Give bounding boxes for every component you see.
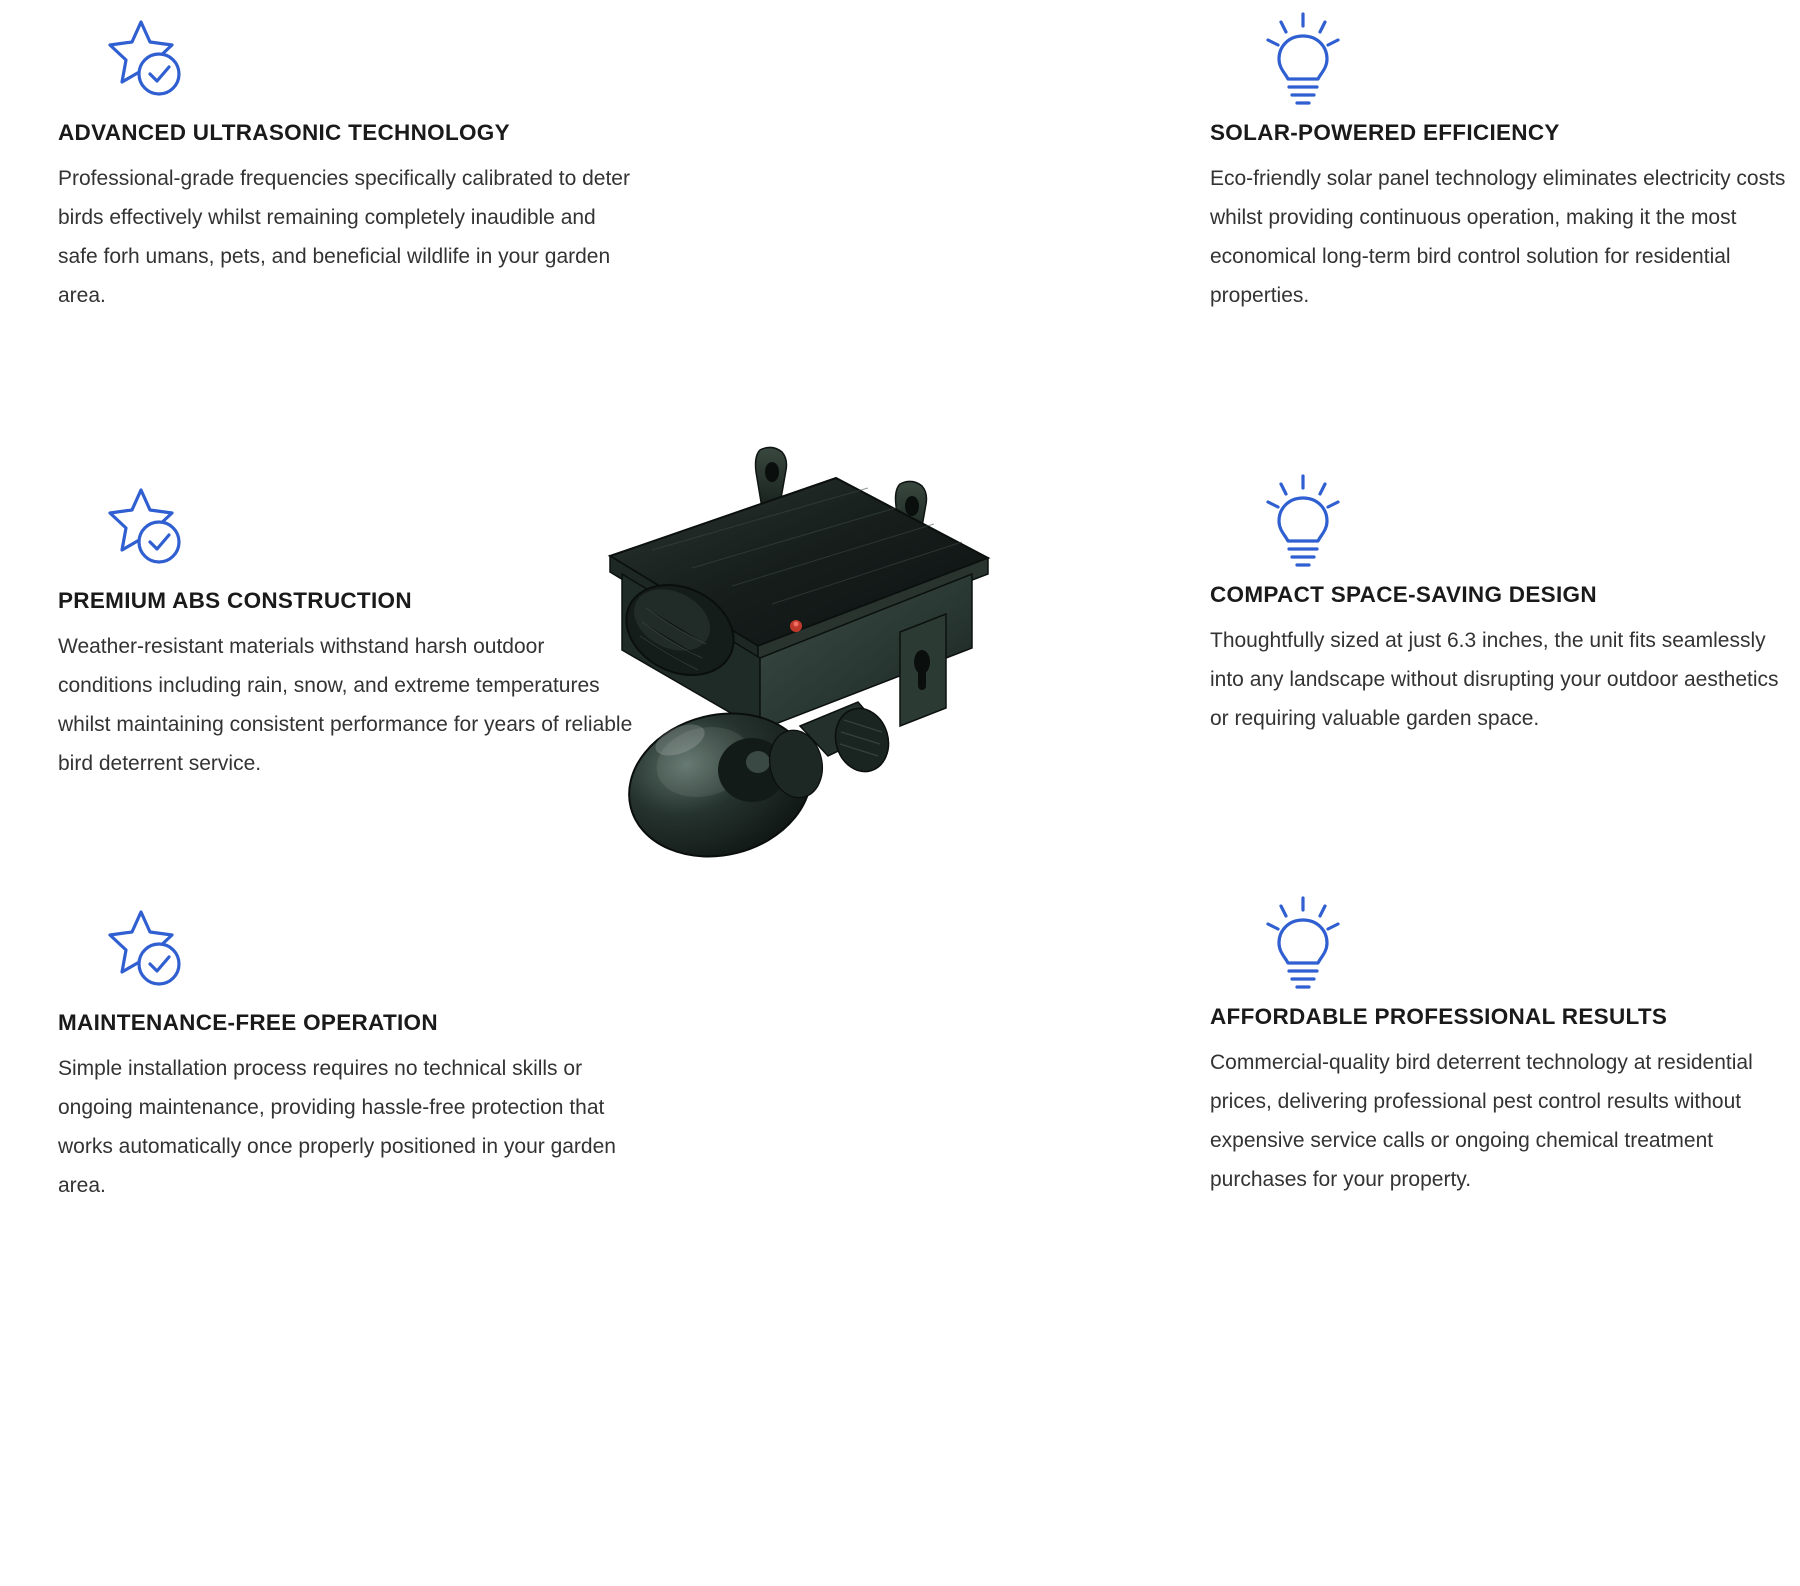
feature-title: COMPACT SPACE-SAVING DESIGN [1210, 582, 1597, 607]
feature-title: PREMIUM ABS CONSTRUCTION [58, 588, 412, 613]
feature-card-affordable-professional-results [1210, 884, 1790, 1199]
feature-card-premium-abs-construction [58, 468, 638, 783]
star-check-icon [103, 890, 638, 1010]
feature-body: Commercial-quality bird deterrent technology at residential prices, delivering professional pest control results without expensive service calls or ongoing chemical treatment purchases for your property. [1210, 1051, 1753, 1191]
feature-body: Thoughtfully sized at just 6.3 inches, the unit fits seamlessly into any landscape without disrupting your outdoor aesthetics or requiring valuable garden space. [1210, 629, 1779, 730]
feature-title: MAINTENANCE-FREE OPERATION [58, 1010, 438, 1035]
feature-card-solar-powered-efficiency [1210, 0, 1790, 315]
lightbulb-icon [1255, 884, 1790, 1004]
feature-card-compact-space-saving-design [1210, 462, 1790, 739]
feature-title: ADVANCED ULTRASONIC TECHNOLOGY [58, 120, 510, 145]
lightbulb-icon [1255, 462, 1790, 582]
feature-card-advanced-ultrasonic-technology [58, 0, 638, 315]
feature-title: AFFORDABLE PROFESSIONAL RESULTS [1210, 1004, 1668, 1029]
feature-body: Eco-friendly solar panel technology eliminates electricity costs whilst providing continuous operation, making it the most economical long-term bird control solution for residential properties. [1210, 167, 1786, 307]
feature-body: Simple installation process requires no technical skills or ongoing maintenance, providing hassle-free protection that works automatically once properly positioned in your garden area. [58, 1057, 616, 1197]
feature-body: Weather-resistant materials withstand harsh outdoor conditions including rain, snow, and extreme temperatures whilst maintaining consistent performance for years of reliable bird deterrent service. [58, 635, 633, 775]
lightbulb-icon [1255, 0, 1790, 120]
solar-ultrasonic-bird-repeller-image [600, 440, 1000, 890]
feature-card-maintenance-free-operation [58, 890, 638, 1205]
star-check-icon [103, 468, 638, 588]
star-check-icon [103, 0, 638, 120]
feature-body: Professional-grade frequencies specifically calibrated to deter birds effectively whilst remaining completely inaudible and safe forh umans, pets, and beneficial wildlife in your garden area. [58, 167, 630, 307]
feature-title: SOLAR-POWERED EFFICIENCY [1210, 120, 1560, 145]
